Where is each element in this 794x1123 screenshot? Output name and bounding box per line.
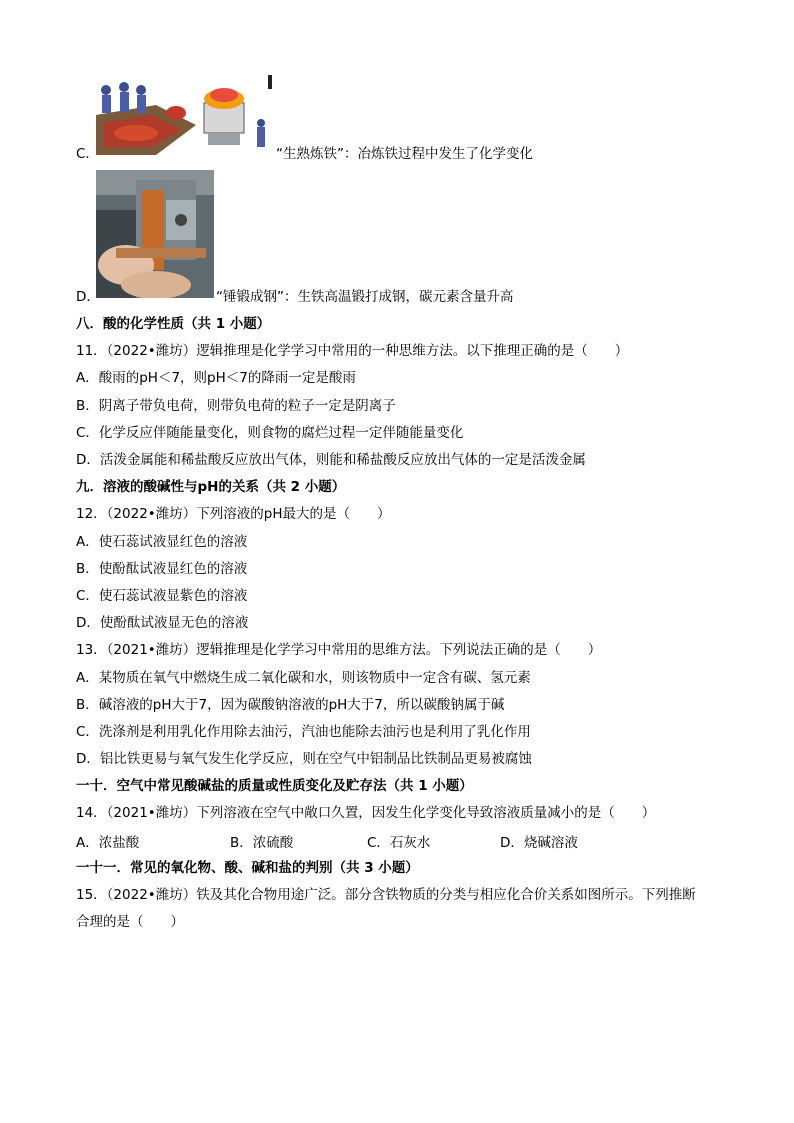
- q14-option-d: D．烧碱溶液: [500, 835, 578, 851]
- q14-option-b: B．浓硫酸: [230, 835, 294, 851]
- q15-stem-line1: 15．（2022•潍坊）铁及其化合物用途广泛。部分含铁物质的分类与相应化合价关系如图所示。下列推断: [76, 887, 696, 903]
- q11-option-d: D．活泼金属能和稀盐酸反应放出气体，则能和稀盐酸反应放出气体的一定是活泼金属: [76, 452, 586, 468]
- q13-option-c: C．洗涤剂是利用乳化作用除去油污，汽油也能除去油污也是利用了乳化作用: [76, 724, 531, 740]
- steel-forging-illustration: [96, 170, 214, 298]
- option-c-caption: “生熟炼铁”：冶炼铁过程中发生了化学变化: [276, 146, 533, 162]
- q14-option-c: C．石灰水: [367, 835, 431, 851]
- q11-option-c: C．化学反应伴随能量变化，则食物的腐烂过程一定伴随能量变化: [76, 425, 464, 441]
- q13-option-d: D．铝比铁更易与氧气发生化学反应，则在空气中铝制品比铁制品更易被腐蚀: [76, 751, 532, 767]
- q12-option-a: A．使石蕊试液显红色的溶液: [76, 534, 248, 550]
- q11-option-b: B．阴离子带负电荷，则带负电荷的粒子一定是阴离子: [76, 398, 396, 414]
- q15-stem-line2: 合理的是（ ）: [76, 914, 184, 930]
- option-d-caption: “锤锻成钢”：生铁高温锻打成钢，碳元素含量升高: [216, 289, 514, 305]
- q11-option-a: A．酸雨的pH＜7，则pH＜7的降雨一定是酸雨: [76, 370, 356, 386]
- q13-option-b: B．碱溶液的pH大于7，因为碳酸钠溶液的pH大于7，所以碳酸钠属于碱: [76, 697, 505, 713]
- iron-smelting-image: [96, 75, 272, 157]
- iron-smelting-illustration: [96, 75, 272, 157]
- section-9-heading: 九．溶液的酸碱性与pH的关系（共 2 小题）: [76, 479, 346, 495]
- section-8-heading: 八．酸的化学性质（共 1 小题）: [76, 316, 271, 332]
- q13-option-a: A．某物质在氧气中燃烧生成二氧化碳和水，则该物质中一定含有碳、氢元素: [76, 670, 531, 686]
- q14-stem: 14．（2021•潍坊）下列溶液在空气中敞口久置，因发生化学变化导致溶液质量减小的是（ ）: [76, 805, 656, 821]
- section-10-heading: 一十．空气中常见酸碱盐的质量或性质变化及贮存法（共 1 小题）: [76, 778, 473, 794]
- option-c-letter: C．: [76, 146, 99, 162]
- steel-forging-image: [96, 170, 214, 298]
- q12-stem: 12．（2022•潍坊）下列溶液的pH最大的是（ ）: [76, 506, 391, 522]
- q14-option-a: A．浓盐酸: [76, 835, 140, 851]
- q11-stem: 11．（2022•潍坊）逻辑推理是化学学习中常用的一种思维方法。以下推理正确的是（ ）: [76, 343, 629, 359]
- q13-stem: 13．（2021•潍坊）逻辑推理是化学学习中常用的思维方法。下列说法正确的是（ ）: [76, 642, 602, 658]
- option-d-letter: D．: [76, 289, 100, 305]
- q12-option-d: D．使酚酞试液显无色的溶液: [76, 615, 249, 631]
- q12-option-c: C．使石蕊试液显紫色的溶液: [76, 588, 248, 604]
- q12-option-b: B．使酚酞试液显红色的溶液: [76, 561, 248, 577]
- section-11-heading: 一十一．常见的氧化物、酸、碱和盐的判别（共 3 小题）: [76, 860, 419, 876]
